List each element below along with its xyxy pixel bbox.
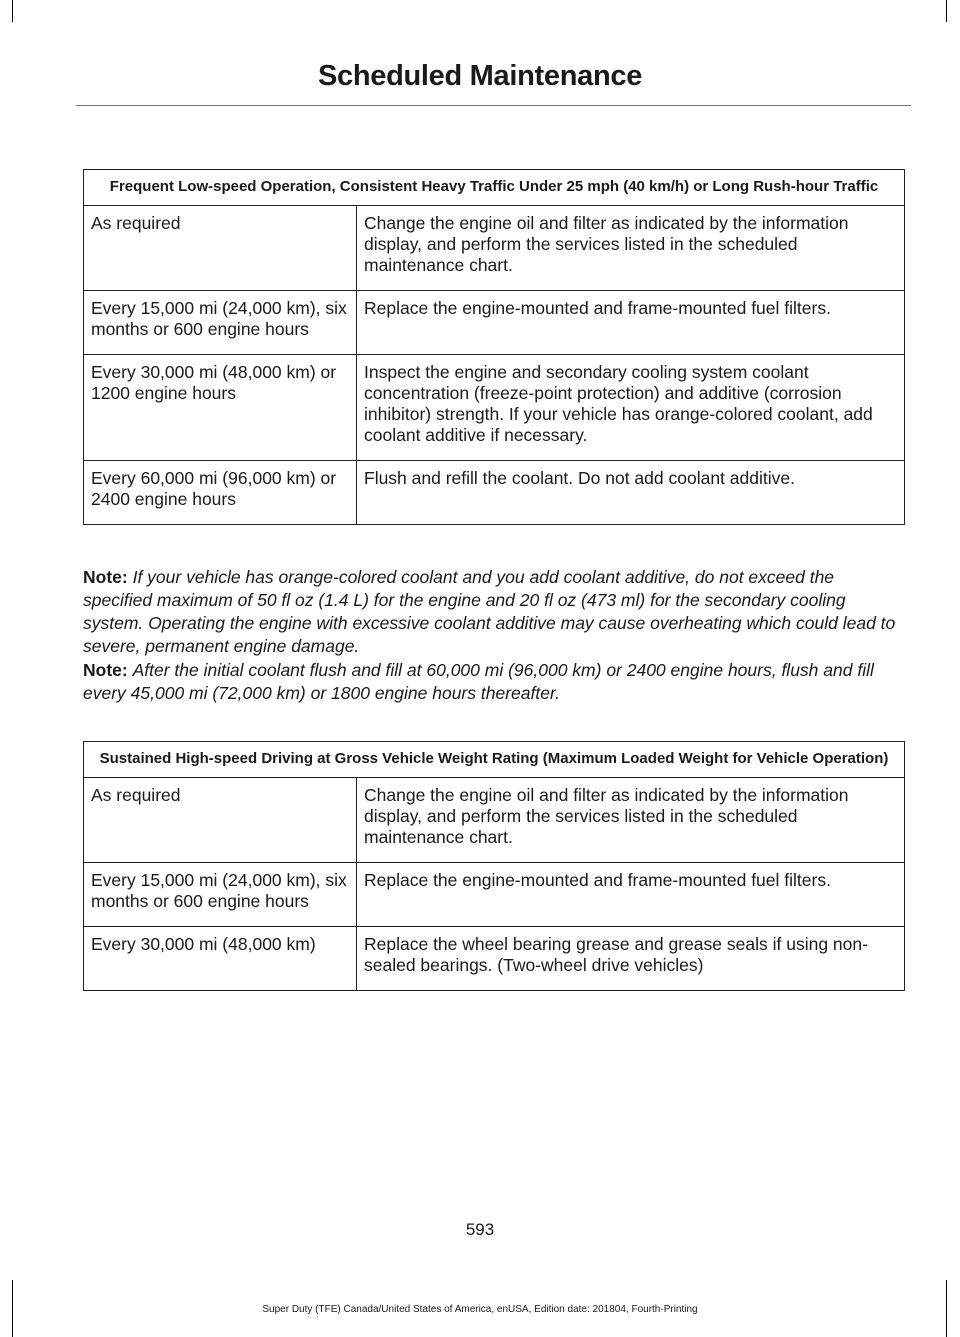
table-row [84, 291, 905, 355]
interval-cell: Every 15,000 mi (24,000 km), six months or 600 engine hours [84, 291, 357, 355]
note-label: Note: [83, 567, 128, 587]
interval-cell: Every 15,000 mi (24,000 km), six months or 600 engine hours [84, 863, 357, 927]
table-header-row [84, 170, 905, 206]
action-cell: Change the engine oil and filter as indicated by the information display, and perform the services listed in the scheduled maintenance chart. [357, 206, 905, 291]
action-cell: Replace the engine-mounted and frame-mounted fuel filters. [357, 863, 905, 927]
table-heading: Frequent Low-speed Operation, Consistent Heavy Traffic Under 25 mph (40 km/h) or Long Rush-hour Traffic [84, 170, 905, 206]
note-label: Note: [83, 660, 128, 680]
table-row [84, 927, 905, 991]
table-row [84, 863, 905, 927]
footer-edition-info: Super Duty (TFE) Canada/United States of America, enUSA, Edition date: 201804, Fourth-Printing [262, 1304, 698, 1315]
action-cell: Replace the engine-mounted and frame-mounted fuel filters. [357, 291, 905, 355]
table-row [84, 461, 905, 525]
maintenance-table-high-speed [83, 741, 905, 991]
table-row [84, 355, 905, 461]
note-text: If your vehicle has orange-colored coolant and you add coolant additive, do not exceed the specified maximum of 50 fl oz (1.4 L) for the engine and 20 fl oz (473 ml) for the secondary cooling system. Operating the engine with excessive coolant additive may cause overheating which could lead to severe, permanent engine damage. [83, 567, 896, 656]
action-cell: Replace the wheel bearing grease and grease seals if using non-sealed bearings. (Two-wheel drive vehicles) [357, 927, 905, 991]
action-cell: Flush and refill the coolant. Do not add coolant additive. [357, 461, 905, 525]
page-number: 593 [465, 1220, 495, 1239]
interval-cell: Every 30,000 mi (48,000 km) [84, 927, 357, 991]
note-coolant-flush [83, 659, 905, 705]
interval-cell: As required [84, 778, 357, 863]
interval-cell: As required [84, 206, 357, 291]
page-title: Scheduled Maintenance [317, 60, 643, 92]
note-coolant-additive [83, 566, 905, 658]
table-row [84, 778, 905, 863]
interval-cell: Every 60,000 mi (96,000 km) or 2400 engine hours [84, 461, 357, 525]
table-heading: Sustained High-speed Driving at Gross Vehicle Weight Rating (Maximum Loaded Weight for Vehicle Operation) [84, 742, 905, 778]
crop-mark-top-right [946, 0, 947, 22]
action-cell: Change the engine oil and filter as indicated by the information display, and perform the services listed in the scheduled maintenance chart. [357, 778, 905, 863]
note-text: After the initial coolant flush and fill at 60,000 mi (96,000 km) or 2400 engine hours, flush and fill every 45,000 mi (72,000 km) or 1800 engine hours thereafter. [83, 660, 874, 703]
title-divider [76, 105, 911, 106]
table-row [84, 206, 905, 291]
crop-mark-top-left [12, 0, 13, 22]
action-cell: Inspect the engine and secondary cooling system coolant concentration (freeze-point protection) and additive (corrosion inhibitor) strength. If your vehicle has orange-colored coolant, add coolant additive if necessary. [357, 355, 905, 461]
table-header-row [84, 742, 905, 778]
maintenance-table-low-speed [83, 169, 905, 525]
interval-cell: Every 30,000 mi (48,000 km) or 1200 engine hours [84, 355, 357, 461]
